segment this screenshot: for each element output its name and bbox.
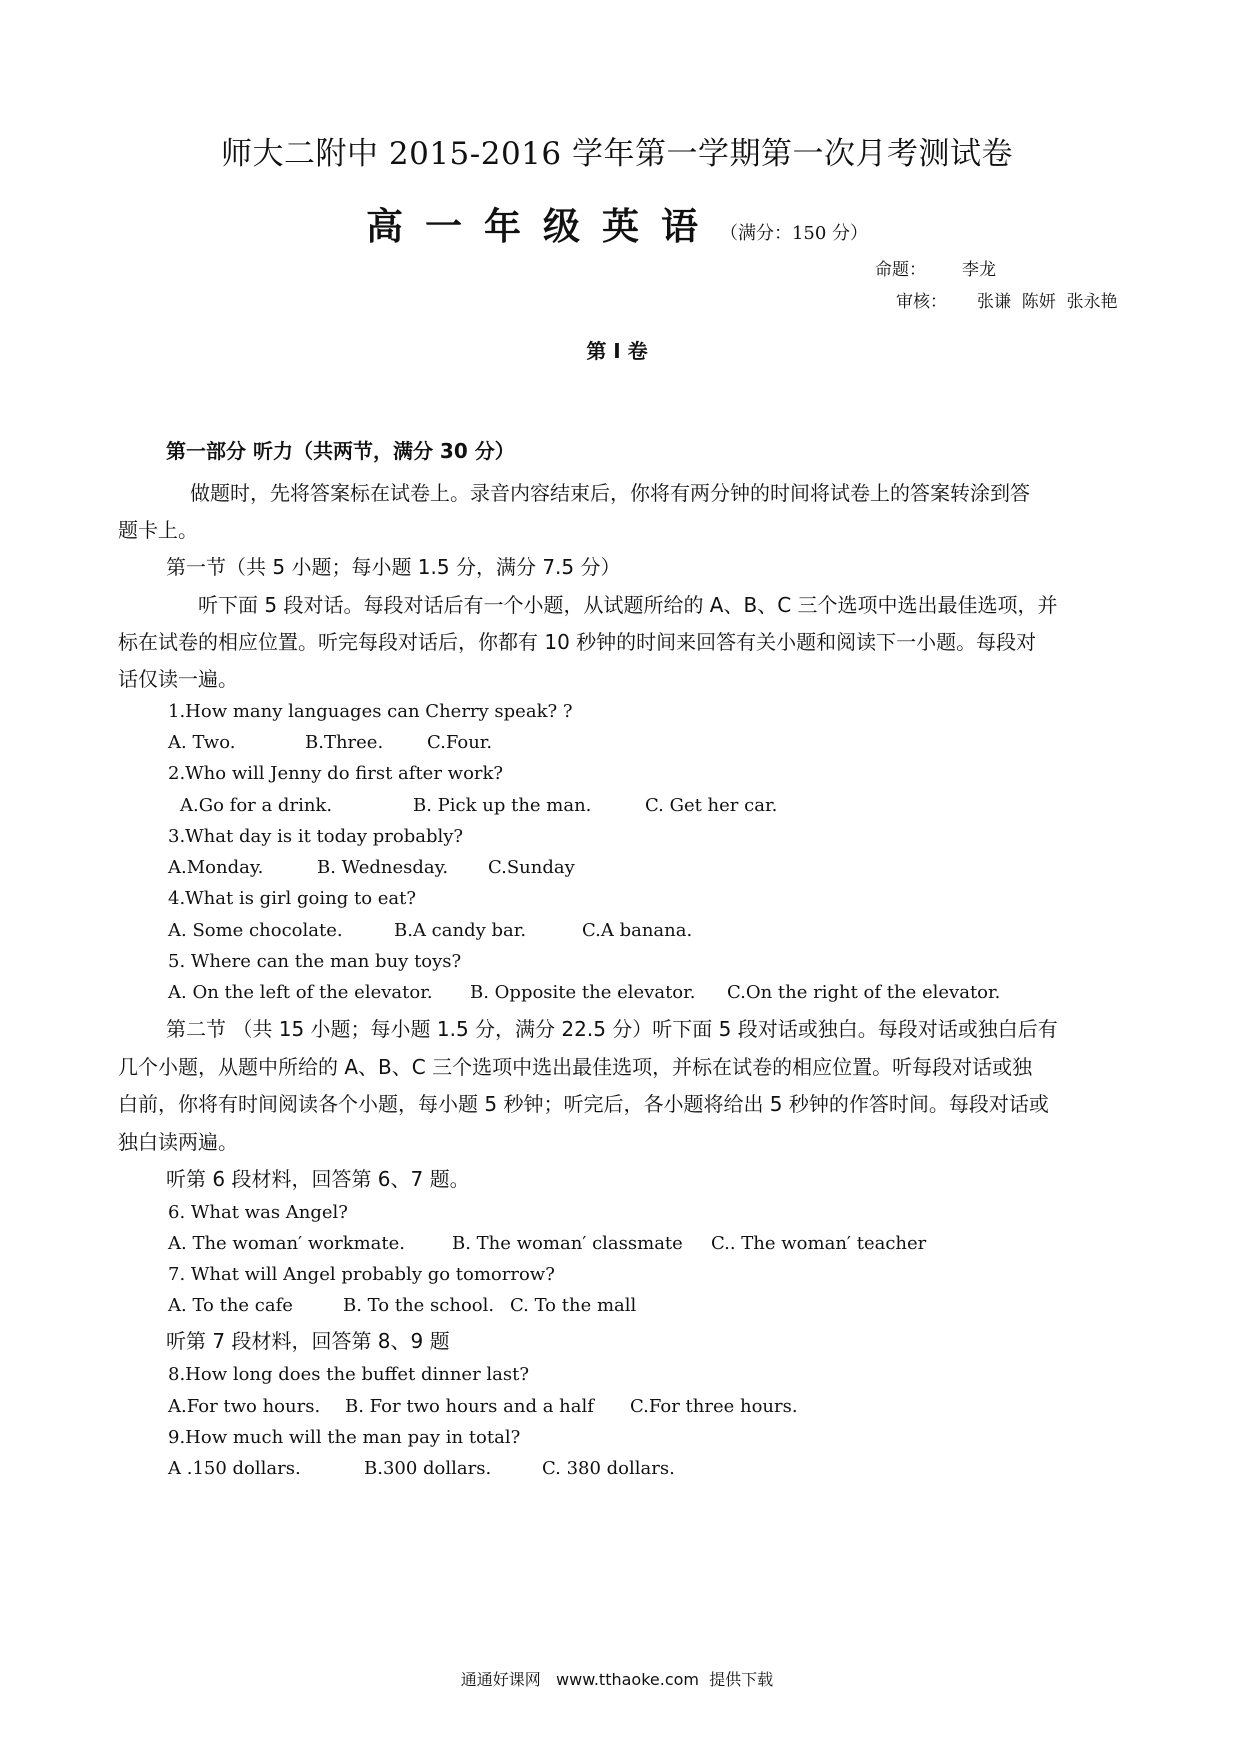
subject-title: 高一年级英语: [365, 205, 720, 248]
option-b: B. For two hours and a half: [345, 1396, 594, 1417]
question-6: 6. What was Angel?: [168, 1202, 348, 1223]
option-b: B.Three.: [305, 732, 384, 753]
option-a: A.For two hours.: [168, 1396, 321, 1417]
part1-intro-line1: 做题时，先将答案标在试卷上。录音内容结束后，你将有两分钟的时间将试卷上的答案转涂到答: [190, 481, 1030, 505]
volume-heading: 第 I 卷: [586, 339, 648, 363]
option-b: B. Wednesday.: [317, 857, 449, 878]
section1-instr-line1: 听下面 5 段对话。每段对话后有一个小题，从试题所给的 A、B、C 三个选项中选出最佳选项，并: [198, 593, 1058, 617]
author-credit: [875, 255, 996, 280]
option-c: C.Sunday: [488, 857, 575, 878]
section1-heading: 第一节（共 5 小题；每小题 1.5 分，满分 7.5 分）: [166, 555, 621, 579]
question-3: 3.What day is it today probably?: [168, 826, 464, 847]
section2-heading-line4: 独白读两遍。: [118, 1130, 238, 1154]
section2-heading-line1: 第二节 （共 15 小题；每小题 1.5 分，满分 22.5 分）听下面 5 段对话或独白。每段对话或独白后有: [166, 1017, 1058, 1041]
option-a: A. Some chocolate.: [168, 920, 343, 941]
question-1: 1.How many languages can Cherry speak? ?: [168, 701, 573, 722]
option-a: A. On the left of the elevator.: [168, 982, 433, 1003]
option-c: C.For three hours.: [630, 1396, 798, 1417]
material-7-heading: 听第 7 段材料，回答第 8、9 题: [166, 1329, 450, 1353]
option-a: A.Go for a drink.: [180, 795, 333, 816]
download-footer: 通通好课网 www.tthaoke.com 提供下载: [460, 1670, 774, 1689]
section2-heading-line2: 几个小题，从题中所给的 A、B、C 三个选项中选出最佳选项，并标在试卷的相应位置。听每段对话或独: [118, 1055, 1033, 1079]
question-4: 4.What is girl going to eat?: [168, 888, 417, 909]
material-6-heading: 听第 6 段材料，回答第 6、7 题。: [166, 1167, 470, 1191]
option-b: B. Pick up the man.: [413, 795, 592, 816]
option-c: C. 380 dollars.: [542, 1458, 675, 1479]
question-2: 2.Who will Jenny do first after work?: [168, 763, 504, 784]
author-label: 命题：: [875, 260, 926, 280]
part1-heading: 第一部分 听力（共两节，满分 30 分）: [166, 439, 515, 463]
reviewer-label: 审核：: [896, 292, 947, 312]
question-9: 9.How much will the man pay in total?: [168, 1427, 521, 1448]
option-b: B. The woman′ classmate: [452, 1233, 683, 1254]
question-7: 7. What will Angel probably go tomorrow?: [168, 1264, 555, 1285]
section1-instr-line2: 标在试卷的相应位置。听完每段对话后，你都有 10 秒钟的时间来回答有关小题和阅读下一小题。每段对: [118, 630, 1037, 654]
option-c: C.A banana.: [582, 920, 693, 941]
section1-instr-line3: 话仅读一遍。: [118, 667, 238, 691]
author-name: 李龙: [962, 260, 996, 280]
option-c: C. To the mall: [510, 1295, 637, 1316]
reviewer-names: 张谦 陈妍 张永艳: [977, 292, 1118, 312]
option-a: A. The woman′ workmate.: [168, 1233, 406, 1254]
option-c: C.On the right of the elevator.: [727, 982, 1001, 1003]
option-a: A .150 dollars.: [168, 1458, 301, 1479]
question-8: 8.How long does the buffet dinner last?: [168, 1364, 530, 1385]
part1-intro-line2: 题卡上。: [118, 518, 198, 542]
option-c: C.Four.: [427, 732, 493, 753]
option-b: B. Opposite the elevator.: [470, 982, 696, 1003]
question-5: 5. Where can the man buy toys?: [168, 951, 462, 972]
option-c: C. Get her car.: [645, 795, 778, 816]
subject-row: [0, 196, 1234, 250]
option-b: B.300 dollars.: [364, 1458, 492, 1479]
reviewer-credit: [896, 287, 1118, 312]
option-a: A.Monday.: [168, 857, 264, 878]
score-note: （满分：150 分）: [719, 223, 869, 244]
section2-heading-line3: 白前，你将有时间阅读各个小题，每小题 5 秒钟；听完后，各小题将给出 5 秒钟的作答时间。每段对话或: [118, 1092, 1049, 1116]
exam-title: 师大二附中 2015-2016 学年第一学期第一次月考测试卷: [221, 136, 1013, 172]
option-b: B. To the school.: [343, 1295, 495, 1316]
option-c: C.. The woman′ teacher: [711, 1233, 927, 1254]
option-a: A. To the cafe: [168, 1295, 293, 1316]
option-a: A. Two.: [168, 732, 236, 753]
option-b: B.A candy bar.: [394, 920, 527, 941]
